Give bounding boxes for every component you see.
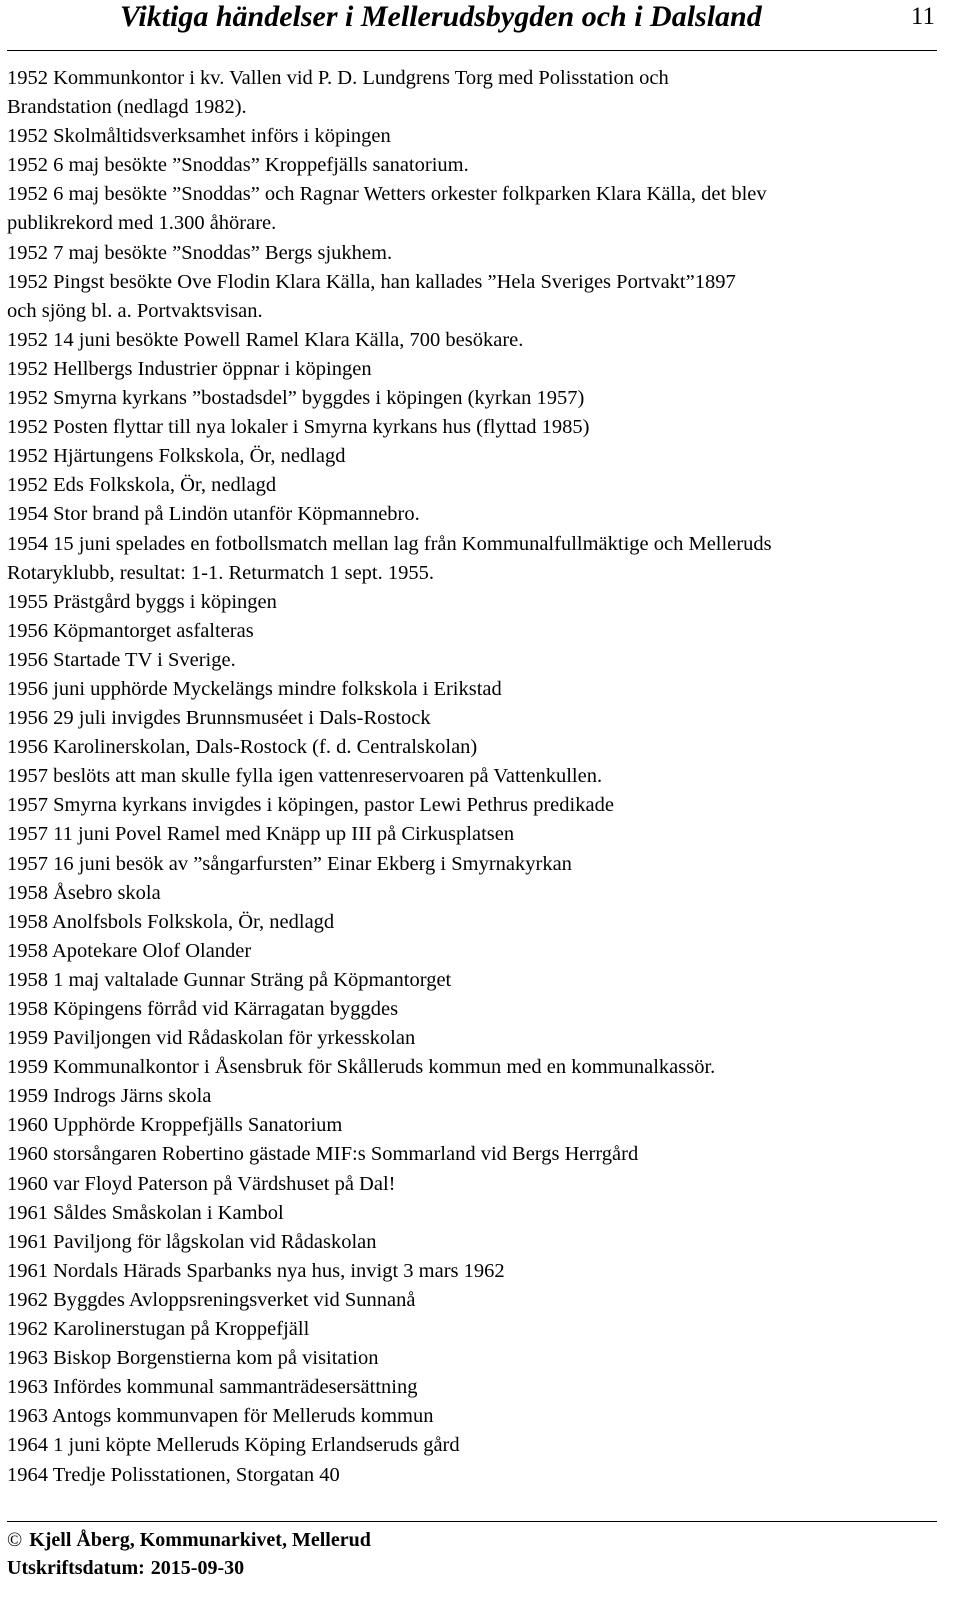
- event-line: 1961 Nordals Härads Sparbanks nya hus, invigt 3 mars 1962: [7, 1259, 505, 1282]
- event-line: 1956 Startade TV i Sverige.: [7, 648, 236, 671]
- page-number: 11: [910, 3, 935, 30]
- event-line: 1960 var Floyd Paterson på Värdshuset på Dal!: [7, 1172, 396, 1195]
- print-date-value: 2015-09-30: [150, 1557, 245, 1579]
- event-line: publikrekord med 1.300 åhörare.: [7, 212, 277, 235]
- event-line: 1964 1 juni köpte Melleruds Köping Erlandseruds gård: [7, 1434, 460, 1457]
- event-line: 1958 Köpingens förråd vid Kärragatan byggdes: [7, 998, 399, 1020]
- event-line: 1952 Posten flyttar till nya lokaler i Smyrna kyrkans hus (flyttad 1985): [7, 416, 590, 439]
- event-line: 1959 Paviljongen vid Rådaskolan för yrkesskolan: [7, 1027, 416, 1050]
- event-line: 1963 Infördes kommunal sammanträdesersättning: [7, 1376, 418, 1399]
- event-line: Rotaryklubb, resultat: 1-1. Returmatch 1 sept. 1955.: [7, 561, 435, 584]
- event-line: 1952 Pingst besökte Ove Flodin Klara Källa, han kallades ”Hela Sveriges Portvakt”1897: [7, 270, 736, 293]
- event-line: 1957 beslöts att man skulle fylla igen vattenreservoaren på Vattenkullen.: [7, 765, 603, 788]
- event-line: 1957 16 juni besök av ”sångarfursten” Einar Ekberg i Smyrnakyrkan: [7, 852, 572, 875]
- page-footer: [7, 1526, 371, 1582]
- event-line: 1959 Indrogs Järns skola: [7, 1085, 212, 1108]
- event-line: 1958 Åsebro skola: [7, 881, 161, 904]
- event-line: 1952 Smyrna kyrkans ”bostadsdel” byggdes i köpingen (kyrkan 1957): [7, 387, 585, 410]
- print-date-label: Utskriftsdatum:: [7, 1557, 145, 1579]
- event-line: 1957 11 juni Povel Ramel med Knäpp up III på Cirkusplatsen: [7, 823, 515, 846]
- footer-divider: [7, 1521, 937, 1522]
- event-line: 1957 Smyrna kyrkans invigdes i köpingen, pastor Lewi Pethrus predikade: [7, 794, 614, 817]
- event-line: 1960 Upphörde Kroppefjälls Sanatorium: [7, 1114, 343, 1137]
- event-line: 1952 6 maj besökte ”Snoddas” och Ragnar Wetters orkester folkparken Klara Källa, det blev: [7, 183, 767, 206]
- event-line: 1952 Skolmåltidsverksamhet införs i köpingen: [7, 125, 391, 148]
- footer-author-line: [7, 1526, 371, 1554]
- event-line: 1962 Karolinerstugan på Kroppefjäll: [7, 1318, 310, 1341]
- event-line: 1963 Antogs kommunvapen för Melleruds kommun: [7, 1405, 434, 1428]
- event-line: 1956 Köpmantorget asfalteras: [7, 619, 254, 642]
- event-line: 1954 Stor brand på Lindön utanför Köpmannebro.: [7, 503, 420, 526]
- event-line: 1956 juni upphörde Myckelängs mindre folkskola i Erikstad: [7, 677, 502, 700]
- event-line: Brandstation (nedlagd 1982).: [7, 96, 247, 119]
- event-line: 1960 storsångaren Robertino gästade MIF:s Sommarland vid Bergs Herrgård: [7, 1143, 639, 1166]
- event-line: 1956 29 juli invigdes Brunnsmuséet i Dals-Rostock: [7, 707, 431, 730]
- footer-author: Kjell Åberg, Kommunarkivet, Mellerud: [29, 1529, 371, 1551]
- event-line: 1952 Kommunkontor i kv. Vallen vid P. D. Lundgrens Torg med Polisstation och: [7, 67, 669, 89]
- event-line: 1952 6 maj besökte ”Snoddas” Kroppefjälls sanatorium.: [7, 154, 469, 177]
- page-header: [7, 0, 937, 51]
- copyright-icon: ©: [7, 1529, 23, 1551]
- event-line: och sjöng bl. a. Portvaktsvisan.: [7, 299, 263, 322]
- event-line: 1958 1 maj valtalade Gunnar Sträng på Köpmantorget: [7, 968, 452, 991]
- event-line: 1961 Paviljong för lågskolan vid Rådaskolan: [7, 1230, 377, 1253]
- event-line: 1952 Hjärtungens Folkskola, Ör, nedlagd: [7, 445, 346, 468]
- event-line: 1952 7 maj besökte ”Snoddas” Bergs sjukhem.: [7, 241, 393, 264]
- event-line: 1952 14 juni besökte Powell Ramel Klara Källa, 700 besökare.: [7, 328, 524, 351]
- event-line: 1956 Karolinerskolan, Dals-Rostock (f. d. Centralskolan): [7, 736, 478, 759]
- page-title: Viktiga händelser i Mellerudsbygden och i Dalsland: [120, 0, 762, 33]
- event-line: 1963 Biskop Borgenstierna kom på visitation: [7, 1347, 379, 1370]
- event-line: 1962 Byggdes Avloppsreningsverket vid Sunnanå: [7, 1288, 416, 1311]
- event-line: 1952 Eds Folkskola, Ör, nedlagd: [7, 474, 277, 497]
- event-line: 1958 Apotekare Olof Olander: [7, 939, 252, 962]
- event-line: 1958 Anolfsbols Folkskola, Ör, nedlagd: [7, 910, 335, 933]
- footer-print-date-line: [7, 1554, 371, 1582]
- event-line: 1961 Såldes Småskolan i Kambol: [7, 1201, 284, 1224]
- event-line: 1952 Hellbergs Industrier öppnar i köpingen: [7, 357, 372, 380]
- event-line: 1964 Tredje Polisstationen, Storgatan 40: [7, 1463, 340, 1486]
- event-list: [7, 64, 937, 1490]
- event-line: 1959 Kommunalkontor i Åsensbruk för Skålleruds kommun med en kommunalkassör.: [7, 1056, 716, 1079]
- event-line: 1954 15 juni spelades en fotbollsmatch mellan lag från Kommunalfullmäktige och Melleruds: [7, 532, 772, 555]
- event-line: 1955 Prästgård byggs i köpingen: [7, 590, 277, 613]
